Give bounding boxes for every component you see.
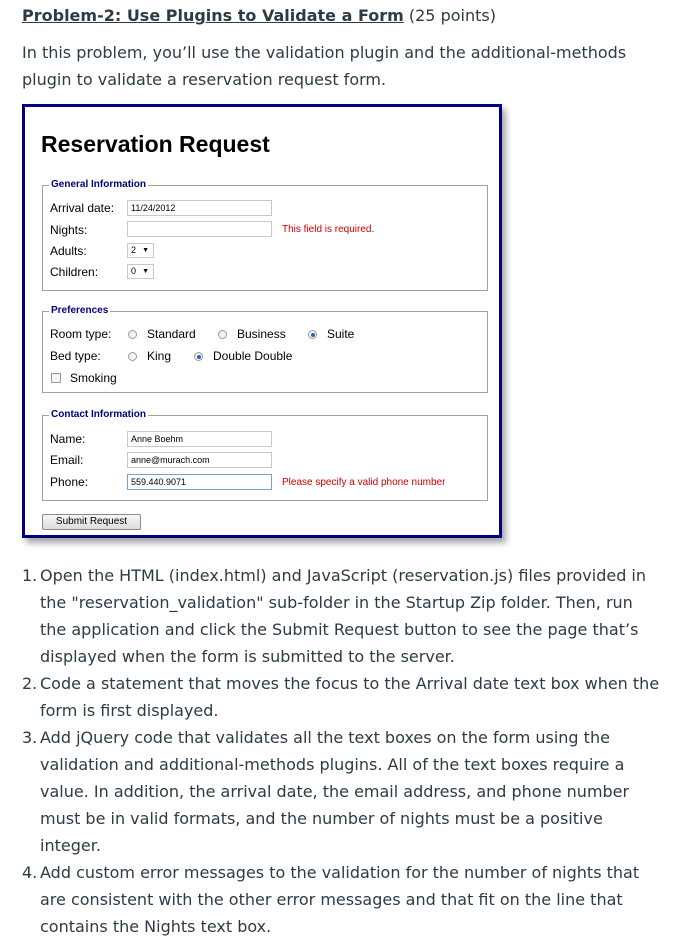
instruction-number: 1.	[22, 566, 38, 585]
children-label: Children:	[50, 265, 99, 279]
form-title: Reservation Request	[41, 131, 270, 157]
room-standard-label: Standard	[147, 327, 196, 341]
children-select[interactable]	[127, 264, 154, 279]
problem-title: Problem-2: Use Plugins to Validate a Form	[22, 6, 404, 25]
instruction-number: 4.	[22, 863, 38, 882]
preferences-legend: Preferences	[51, 305, 109, 316]
adults-select-value: 2	[131, 245, 137, 255]
problem-heading	[22, 5, 496, 27]
contact-information-fieldset	[42, 409, 488, 501]
children-select-value: 0	[131, 266, 137, 276]
room-business-label: Business	[237, 327, 286, 341]
phone-error-message: Please specify a valid phone number	[282, 477, 446, 488]
bed-king-radio[interactable]	[128, 352, 137, 361]
instruction-text: Code a statement that moves the focus to the Arrival date text box when the form is first displayed.	[40, 674, 660, 720]
room-suite-label: Suite	[327, 327, 355, 341]
name-label: Name:	[50, 432, 86, 446]
room-business-radio[interactable]	[218, 330, 227, 339]
email-label: Email:	[50, 453, 84, 467]
bed-king-label: King	[147, 349, 172, 363]
room-type-label: Room type:	[50, 327, 112, 341]
adults-select[interactable]	[127, 243, 154, 258]
instruction-item	[22, 562, 662, 670]
bed-double-double-radio[interactable]	[194, 352, 203, 361]
smoking-label: Smoking	[70, 371, 117, 385]
general-information-fieldset	[42, 179, 488, 291]
email-input[interactable]: anne@murach.com	[127, 452, 272, 468]
instruction-item	[22, 859, 662, 940]
phone-label: Phone:	[50, 475, 89, 489]
instruction-text: Add jQuery code that validates all the text boxes on the form using the validation and additional-methods plugins. All of the text boxes require a value. In addition, the arrival date, the email address, and phone number must be in valid formats, and the number of nights must be a positive integer.	[40, 728, 630, 855]
nights-error-message: This field is required.	[282, 224, 375, 235]
contact-information-legend: Contact Information	[51, 409, 146, 420]
bed-double-double-label: Double Double	[213, 349, 293, 363]
smoking-checkbox[interactable]	[51, 373, 61, 383]
reservation-form-screenshot	[22, 104, 502, 538]
adults-label: Adults:	[50, 244, 87, 258]
room-standard-radio[interactable]	[128, 330, 137, 339]
phone-input[interactable]: 559.440.9071	[127, 474, 272, 490]
arrival-date-label: Arrival date:	[50, 201, 115, 215]
room-suite-radio[interactable]	[308, 330, 317, 339]
instruction-number: 3.	[22, 728, 38, 747]
preferences-fieldset	[42, 305, 488, 393]
name-input[interactable]: Anne Boehm	[127, 431, 272, 447]
instruction-number: 2.	[22, 674, 38, 693]
bed-type-label: Bed type:	[50, 349, 101, 363]
general-information-legend: General Information	[51, 179, 147, 190]
submit-request-button[interactable]: Submit Request	[42, 514, 141, 530]
instructions-list	[22, 562, 662, 940]
instruction-item	[22, 724, 662, 859]
arrival-date-input[interactable]: 11/24/2012	[127, 200, 272, 216]
chevron-down-icon: ▼	[142, 247, 149, 254]
problem-points: (25 points)	[408, 6, 496, 25]
instruction-text: Open the HTML (index.html) and JavaScript (reservation.js) files provided in the "reservation_validation" sub-folder in the Startup Zip folder. Then, run the application and click the Submit Request button to see the page that’s displayed when the form is submitted to the server.	[40, 566, 647, 666]
intro-paragraph: In this problem, you’ll use the validation plugin and the additional-methods plugin to validate a reservation request form.	[22, 43, 627, 89]
instruction-text: Add custom error messages to the validation for the number of nights that are consistent with the other error messages and that fit on the line that contains the Nights text box.	[40, 863, 640, 936]
nights-input[interactable]	[127, 221, 272, 237]
chevron-down-icon: ▼	[142, 268, 149, 275]
instruction-item	[22, 670, 662, 724]
nights-label: Nights:	[50, 223, 88, 237]
